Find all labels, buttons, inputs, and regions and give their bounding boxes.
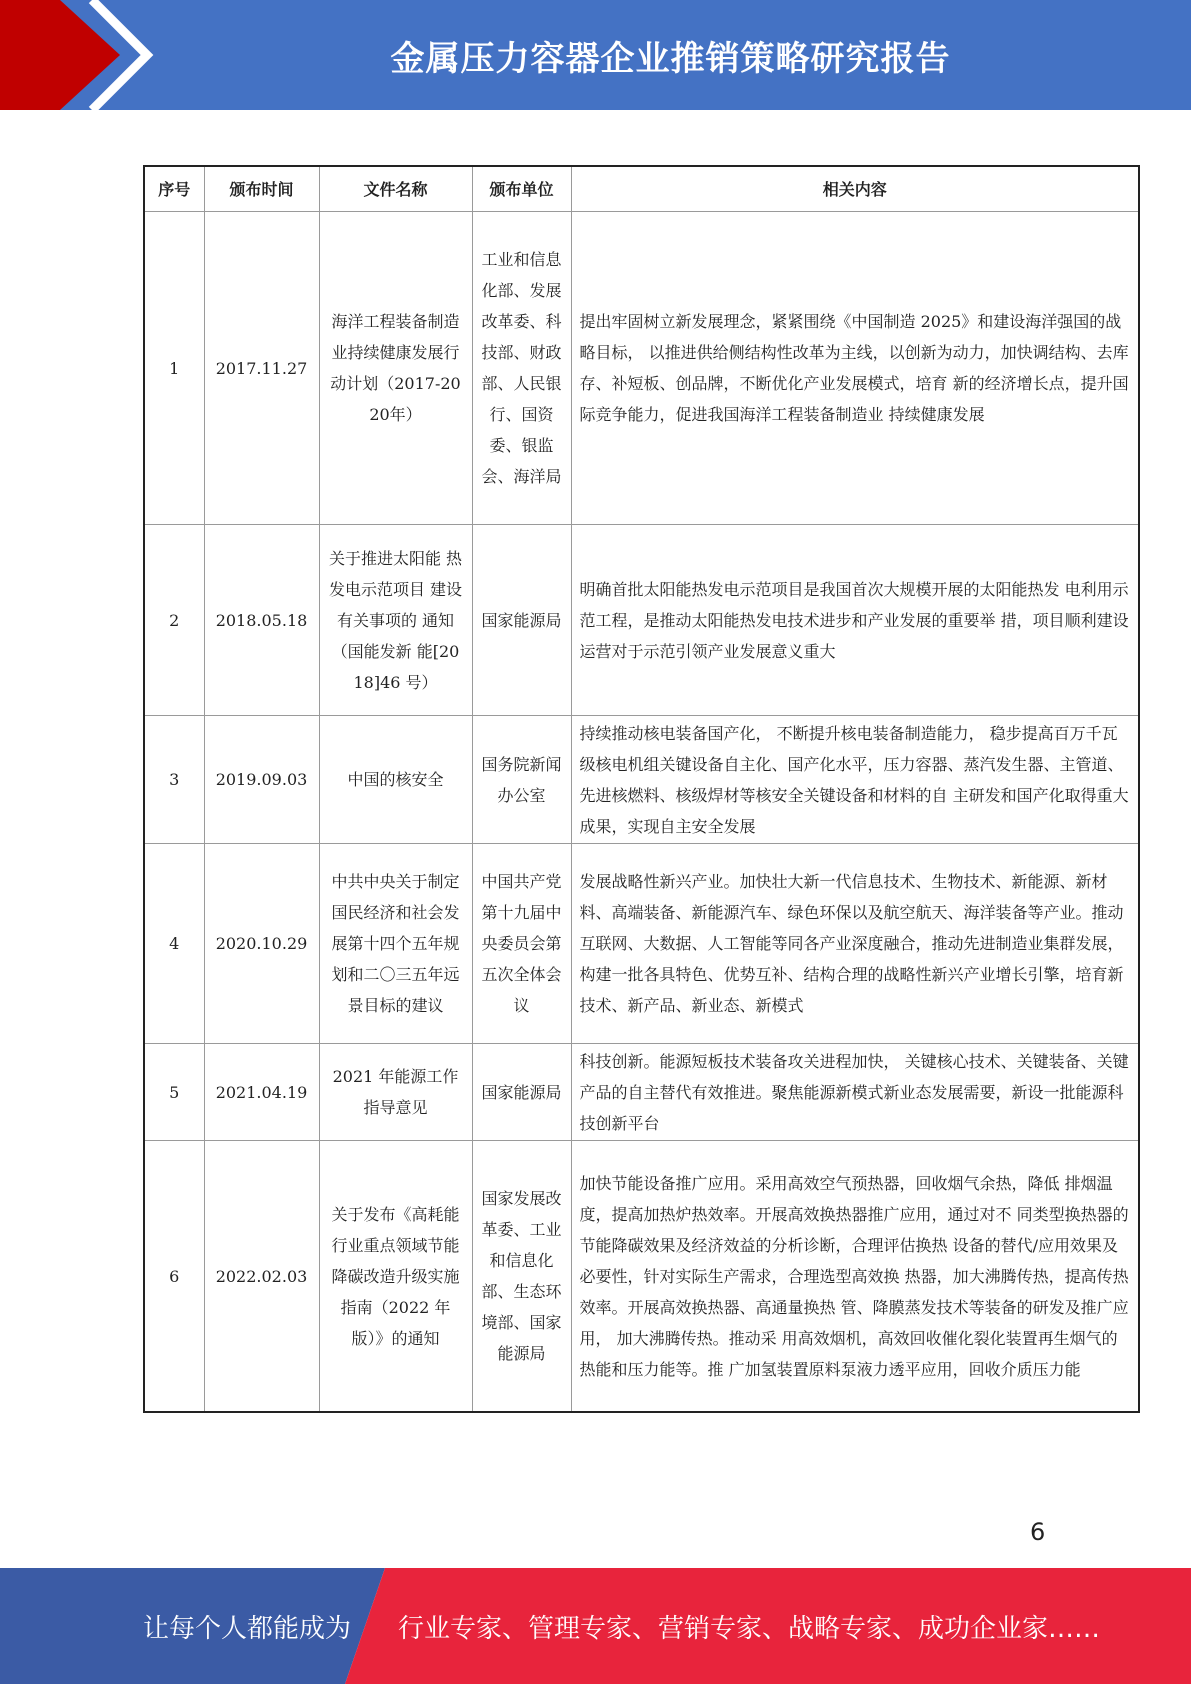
- row-document-name: 中共中央关于制定国民经济和社会发展第十四个五年规划和二〇三五年远景目标的建议: [319, 844, 472, 1044]
- table-row: [144, 844, 1139, 1044]
- table-row: [144, 525, 1139, 716]
- row-document-name: 海洋工程装备制造业持续健康发展行动计划（2017-2020年）: [319, 212, 472, 525]
- row-no: 4: [144, 844, 204, 1044]
- column-header-content: 相关内容: [571, 166, 1139, 212]
- row-content: 加快节能设备推广应用。采用高效空气预热器，回收烟气余热，降低 排烟温度，提高加热炉热效率。开展高效换热器推广应用，通过对不 同类型换热器的节能降碳效果及经济效益的分析诊断，合理评估换热 设备的替代/应用效果及必要性，针对实际生产需求，合理选型高效换 热器，加大沸腾传热，提高传热效率。开展高效换热器、高通量换热 管、降膜蒸发技术等装备的研发及推广应用， 加大沸腾传热。推动采 用高效烟机，高效回收催化裂化装置再生烟气的热能和压力能等。推 广加氢装置原料泵液力透平应用，回收介质压力能: [571, 1141, 1139, 1413]
- row-date: 2017.11.27: [204, 212, 319, 525]
- footer-slogan-right: 行业专家、管理专家、营销专家、战略专家、成功企业家……: [398, 1613, 1101, 1644]
- table-row: [144, 716, 1139, 844]
- row-issuer: 国务院新闻办公室: [472, 716, 571, 844]
- row-document-name: 关于发布《高耗能行业重点领域节能降碳改造升级实施指南（2022 年版）》的通知: [319, 1141, 472, 1413]
- row-date: 2018.05.18: [204, 525, 319, 716]
- row-no: 3: [144, 716, 204, 844]
- row-issuer: 国家能源局: [472, 1044, 571, 1141]
- row-content: 科技创新。能源短板技术装备攻关进程加快， 关键核心技术、关键装备、关键产品的自主替代有效推进。聚焦能源新模式新业态发展需要，新设一批能源科技创新平台: [571, 1044, 1139, 1141]
- row-content: 提出牢固树立新发展理念，紧紧围绕《中国制造 2025》和建设海洋强国的战略目标， 以推进供给侧结构性改革为主线，以创新为动力，加快调结构、去库存、补短板、创品牌，不断优化产业发展模式，培育 新的经济增长点，提升国际竞争能力，促进我国海洋工程装备制造业 持续健康发展: [571, 212, 1139, 525]
- row-no: 2: [144, 525, 204, 716]
- row-document-name: 2021 年能源工作 指导意见: [319, 1044, 472, 1141]
- footer-slogan-left: 让每个人都能成为: [143, 1613, 352, 1644]
- report-title: 金属压力容器企业推销策略研究报告: [390, 38, 951, 79]
- row-content: 持续推动核电装备国产化， 不断提升核电装备制造能力， 稳步提高百万千瓦级核电机组关键设备自主化、国产化水平，压力容器、蒸汽发生器、主管道、先进核燃料、核级焊材等核安全关键设备和材料的自 主研发和国产化取得重大成果，实现自主安全发展: [571, 716, 1139, 844]
- row-issuer: 国家能源局: [472, 525, 571, 716]
- row-no: 6: [144, 1141, 204, 1413]
- row-issuer: 中国共产党第十九届中央委员会第五次全体会议: [472, 844, 571, 1044]
- row-date: 2021.04.19: [204, 1044, 319, 1141]
- row-date: 2020.10.29: [204, 844, 319, 1044]
- policy-table: [143, 165, 1140, 1413]
- table-row: [144, 1141, 1139, 1413]
- table-row: [144, 1044, 1139, 1141]
- table-header-row: [144, 166, 1139, 212]
- row-issuer: 工业和信息化部、发展改革委、科技部、财政部、人民银行、国资委、银监会、海洋局: [472, 212, 571, 525]
- row-issuer: 国家发展改革委、工业和信息化部、生态环境部、国家能源局: [472, 1141, 571, 1413]
- page-number: 6: [1030, 1518, 1046, 1546]
- column-header-name: 文件名称: [319, 166, 472, 212]
- column-header-org: 颁布单位: [472, 166, 571, 212]
- row-content: 发展战略性新兴产业。加快壮大新一代信息技术、生物技术、新能源、新材料、高端装备、新能源汽车、绿色环保以及航空航天、海洋装备等产业。推动互联网、大数据、人工智能等同各产业深度融合，推动先进制造业集群发展，构建一批各具特色、优势互补、结构合理的战略性新兴产业增长引擎，培育新技术、新产品、新业态、新模式: [571, 844, 1139, 1044]
- column-header-no: 序号: [144, 166, 204, 212]
- row-content: 明确首批太阳能热发电示范项目是我国首次大规模开展的太阳能热发 电利用示范工程，是推动太阳能热发电技术进步和产业发展的重要举 措，项目顺利建设运营对于示范引领产业发展意义重大: [571, 525, 1139, 716]
- table-row: [144, 212, 1139, 525]
- row-date: 2022.02.03: [204, 1141, 319, 1413]
- page-footer: [0, 1568, 1191, 1684]
- row-date: 2019.09.03: [204, 716, 319, 844]
- row-document-name: 中国的核安全: [319, 716, 472, 844]
- page-header: [0, 0, 1191, 110]
- row-no: 5: [144, 1044, 204, 1141]
- row-document-name: 关于推进太阳能 热发电示范项目 建设有关事项的 通知（国能发新 能[2018]46 号）: [319, 525, 472, 716]
- column-header-date: 颁布时间: [204, 166, 319, 212]
- row-no: 1: [144, 212, 204, 525]
